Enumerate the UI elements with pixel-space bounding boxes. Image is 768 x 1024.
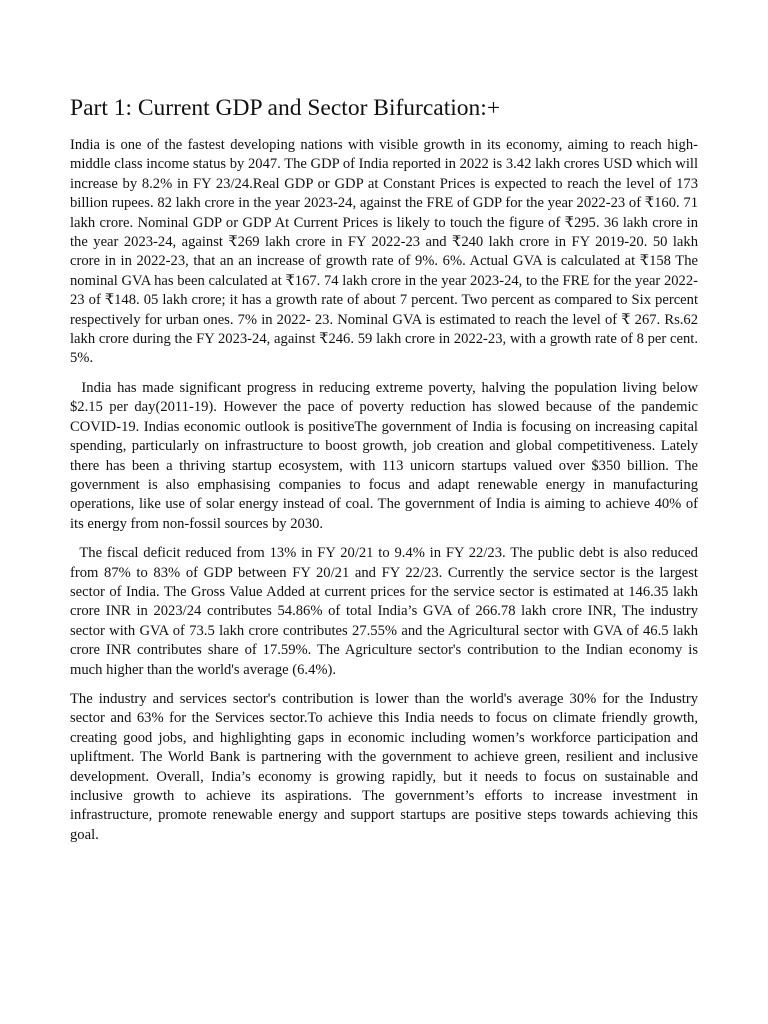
paragraph-poverty-text: India has made significant progress in reducing extreme poverty, halving the population living below $2.15 per day(2011-19). However the pace of poverty reduction has slowed because of the pandemic COVID-19. Indias economic outlook is positiveThe government of India is focusing on increasing capital spending, particularly on infrastructure to boost growth, job creation and global competitiveness. Lately there has been a thriving startup ecosystem, with 113 unicorn startups valued over $350 billion. The government is also emphasising companies to focus and adapt renewable energy in manufacturing operations, like use of solar energy instead of coal. The government of India is aiming to achieve 40% of its energy from non-fossil sources by 2030.: [70, 379, 699, 532]
paragraph-poverty-and-growth: [70, 379, 698, 534]
document-page: [70, 94, 698, 855]
paragraph-conclusion: The industry and services sector's contribution is lower than the world's average 30% for the Industry sector and 63% for the Services sector.To achieve this India needs to focus on climate friendly growth, creating good jobs, and highlighting gaps in economic including women’s workforce participation and upliftment. The World Bank is partnering with the government to achieve green, resilient and inclusive development. Overall, India’s economy is growing rapidly, but it needs to focus on sustainable and inclusive growth to achieve its aspirations. The government’s efforts to increase investment in infrastructure, promote renewable energy and support startups are positive steps towards achieving this goal.: [70, 690, 698, 843]
paragraph-fiscal-and-sectors: [70, 544, 698, 680]
paragraph-fiscal-text: The fiscal deficit reduced from 13% in FY 20/21 to 9.4% in FY 22/23. The public debt is also reduced from 87% to 83% of GDP between FY 20/21 and FY 22/23. Currently the service sector is the largest sector of India. The Gross Value Added at current prices for the service sector is estimated at 146.35 lakh crore INR in 2023/24 contributes 54.86% of total India’s GVA of 266.78 lakh crore INR, The industry sector with GVA of 73.5 lakh crore contributes 27.55% and the Agricultural sector with GVA of 46.5 lakh crore INR contributes share of 17.59%. The Agriculture sector's contribution to the Indian economy is much higher than the world's average (6.4%).: [70, 545, 698, 678]
page-title: Part 1: Current GDP and Sector Bifurcation:+: [70, 95, 501, 121]
paragraph-gdp-overview: India is one of the fastest developing nations with visible growth in its economy, aiming to reach high-middle class income status by 2047. The GDP of India reported in 2022 is 3.42 lakh crores USD which will increase by 8.2% in FY 23/24.Real GDP or GDP at Constant Prices is expected to reach the level of 173 billion rupees. 82 lakh crore in the year 2023-24, against the FRE of GDP for the year 2022-23 of ₹160. 71 lakh crore. Nominal GDP or GDP At Current Prices is likely to touch the figure of ₹295. 36 lakh crore in the year 2023-24, against ₹269 lakh crore in FY 2022-23 and ₹240 lakh crore in FY 2019-20. 50 lakh crore in in 2022-23, that an an increase of growth rate of 9%. 6%. Actual GVA is calculated at ₹158 The nominal GVA has been calculated at ₹167. 74 lakh crore in the year 2023-24, to the FRE for the year 2022-23 of ₹148. 05 lakh crore; it has a growth rate of about 7 percent. Two percent as compared to Six percent respectively for urban ones. 7% in 2022- 23. Nominal GVA is estimated to reach the level of ₹ 267. Rs.62 lakh crore during the FY 2023-24, against ₹246. 59 lakh crore in 2022-23, with a growth rate of 8 per cent. 5%.: [70, 137, 698, 367]
